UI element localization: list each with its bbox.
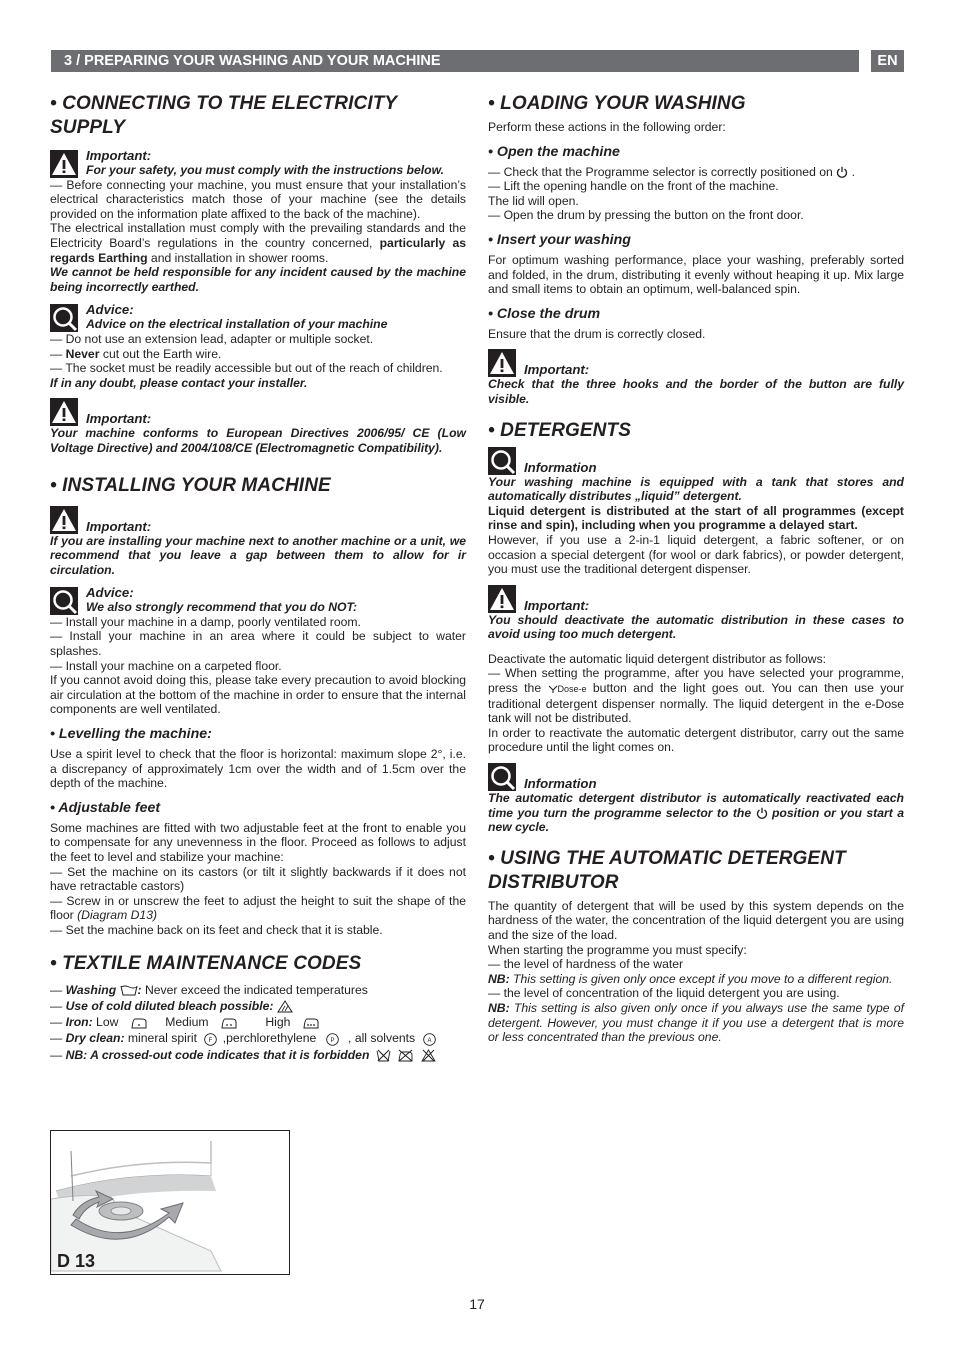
nb-label: NB: <box>488 1000 510 1015</box>
list-item: — Set the machine on its castors (or tilt it slightly backwards if it does not have retractable castors) <box>50 864 466 894</box>
paragraph: — Before connecting your machine, you must ensure that your installation’s electrical characteristics match those of your machine (see the details provided on the information plate affixed to the back of the machine). <box>50 177 466 221</box>
installing-heading: • INSTALLING YOUR MACHINE <box>50 474 331 496</box>
paragraph: Perform these actions in the following order: <box>488 120 726 134</box>
iron-label: Iron: <box>65 1015 93 1030</box>
feet-heading: • Adjustable feet <box>50 799 161 816</box>
svg-text:P: P <box>330 1037 335 1044</box>
list-item: — the level of concentration of the liquid detergent you are using. <box>488 986 840 1001</box>
dash: — <box>50 1047 66 1062</box>
important-title: Important: <box>86 518 152 534</box>
paragraph <box>50 221 466 265</box>
magnifier-icon <box>488 763 516 791</box>
dry-all: , all solvents <box>348 1031 416 1046</box>
text: This setting is given only once except if you move to a different region. <box>509 971 893 986</box>
paragraph: If you cannot avoid doing this, please take every precaution to avoid blocking air circulation at the bottom of the machine in order to ensure that the internal components are well ventilated. <box>50 673 466 717</box>
important-box <box>50 506 466 578</box>
crossed-washtub-icon <box>376 1049 391 1062</box>
bold-text: Never <box>65 346 100 361</box>
important-title: Important: <box>86 411 152 427</box>
list-item: — Install your machine on a carpeted floor. <box>50 658 282 673</box>
power-icon <box>756 807 768 819</box>
text: cut out the Earth wire. <box>99 346 222 361</box>
page-number: 17 <box>469 1296 485 1312</box>
svg-text:F: F <box>209 1037 213 1044</box>
iron-high-icon <box>302 1017 320 1029</box>
textile-row-washing: — Washing : Never exceed the indicated temperatures <box>50 982 368 997</box>
iron-low: Low <box>92 1015 119 1030</box>
information-title: Information <box>524 459 597 475</box>
textile-row-dryclean <box>50 1030 466 1046</box>
advice-box <box>50 302 466 390</box>
washing-text: Never exceed the indicated temperatures <box>141 982 368 997</box>
bleach-label: Use of cold diluted bleach possible: <box>65 998 274 1013</box>
dryclean-p-icon <box>326 1033 339 1046</box>
textile-row-bleach <box>50 998 466 1014</box>
iron-medium-icon <box>220 1017 238 1029</box>
important-box <box>488 349 904 406</box>
paragraph: Check that the three hooks and the border of the button are fully visible. <box>488 377 904 406</box>
dash: — <box>50 982 66 997</box>
advice-title: Advice: <box>86 302 134 318</box>
advice-box <box>50 585 466 717</box>
text: The automatic detergent distributor is automatically reactivated each time you turn the programme selector to the <box>488 791 904 820</box>
warning-icon <box>488 349 516 377</box>
nb-note <box>488 972 904 987</box>
bold-text: particularly as regards Earthing <box>50 235 466 265</box>
text: — When setting the programme, after you have selected your programme, press the <box>488 666 904 696</box>
information-box <box>488 763 904 835</box>
power-icon <box>836 166 848 178</box>
right-column <box>488 92 904 1045</box>
paragraph: Some machines are fitted with two adjustable feet at the front to enable you to compensate for any unevenness in the floor. Proceed as follows to adjust the feet to level and stabilize your machine: <box>50 820 466 864</box>
list-item: The lid will open. <box>488 193 579 208</box>
paragraph: For optimum washing performance, place your washing, preferably sorted and folded, in the drum, distributing it evenly without heaping it up. Mix large and small items to obtain an optimum, well-balanced spin. <box>488 252 904 297</box>
crossed-bleach-icon <box>421 1049 436 1062</box>
list-item: — Set the machine back on its feet and check that it is stable. <box>50 922 383 937</box>
paragraph: However, if you use a 2-in-1 liquid detergent, a fabric softener, or on occasion a special detergent (for wool or dark fabrics), or powder detergent, you must use the traditional detergent dispenser. <box>488 532 904 577</box>
dryclean-f-icon <box>204 1033 217 1046</box>
textile-row-iron <box>50 1014 466 1030</box>
paragraph: In order to reactivate the automatic detergent distributor, carry out the same procedure until the light comes on. <box>488 725 904 755</box>
paragraph: Ensure that the drum is correctly closed. <box>488 326 706 341</box>
warning-icon <box>488 585 516 613</box>
important-first-line: For your safety, you must comply with the instructions below. <box>86 163 444 177</box>
important-box <box>50 148 466 294</box>
advice-first-line: We also strongly recommend that you do NOT: <box>86 600 358 615</box>
textile-heading: • TEXTILE MAINTENANCE CODES <box>50 952 362 974</box>
warning-icon <box>50 150 78 178</box>
paragraph <box>488 666 904 725</box>
information-box <box>488 447 904 577</box>
forbidden-note: NB: A crossed-out code indicates that it is forbidden <box>65 1047 370 1062</box>
automatic-distributor-heading: • USING THE AUTOMATIC DETERGENT DISTRIBUTOR <box>488 847 846 893</box>
nb-label: NB: <box>488 971 510 986</box>
paragraph: Liquid detergent is distributed at the start of all programmes (except rinse and spin), including when you programme a delayed start. <box>488 503 904 533</box>
text: — Check that the Programme selector is correctly positioned on <box>488 164 833 179</box>
paragraph: Deactivate the automatic liquid detergent distributor as follows: <box>488 651 827 666</box>
insert-washing-heading: • Insert your washing <box>488 231 631 248</box>
dry-clean-label: Dry clean: <box>65 1031 125 1046</box>
list-item: — Install your machine in an area where it could be subject to water splashes. <box>50 629 466 659</box>
list-item: — the level of hardness of the water <box>488 957 684 972</box>
paragraph: If in any doubt, please contact your installer. <box>50 375 308 390</box>
levelling-heading: • Levelling the machine: <box>50 726 212 743</box>
washtub-icon <box>120 984 138 996</box>
electricity-heading: • CONNECTING TO THE ELECTRICITY SUPPLY <box>50 93 397 138</box>
list-item <box>50 894 466 923</box>
magnifier-icon <box>50 587 78 615</box>
advice-first-line: Advice on the electrical installation of your machine <box>86 317 388 332</box>
list-item: — Open the drum by pressing the button on the front door. <box>488 208 804 223</box>
magnifier-icon <box>50 304 78 332</box>
section-header-bar <box>51 50 859 72</box>
diagram-d13 <box>50 1130 290 1275</box>
important-title: Important: <box>86 148 152 163</box>
figure-label: D 13 <box>57 1251 96 1271</box>
language-tab: EN <box>871 50 904 72</box>
list-item: — The socket must be readily accessible but out of the reach of children. <box>50 361 443 376</box>
textile-row-nb <box>50 1047 466 1063</box>
open-machine-heading: • Open the machine <box>488 143 620 160</box>
dash: — <box>50 1015 66 1030</box>
dry-mineral: mineral spirit <box>124 1031 197 1046</box>
list-item: — Do not use an extension lead, adapter or multiple socket. <box>50 331 374 346</box>
warning-icon <box>50 398 78 426</box>
nb-note <box>488 1001 904 1045</box>
paragraph: We cannot be held responsible for any incident caused by the machine being incorrectly earthed. <box>50 265 466 294</box>
dash: — <box>50 1031 66 1046</box>
list-item: — Install your machine in a damp, poorly ventilated room. <box>50 614 361 629</box>
text: position or you start a new cycle. <box>488 805 904 835</box>
warning-icon <box>50 506 78 534</box>
iron-low-icon <box>130 1017 148 1029</box>
text: — <box>50 346 66 361</box>
dryclean-a-icon <box>423 1033 436 1046</box>
section-title: 3 / PREPARING YOUR WASHING AND YOUR MACHINE <box>64 53 441 69</box>
iron-medium: Medium <box>165 1015 209 1030</box>
text: — Screw in or unscrew the feet to adjust the height to suit the shape of the floor <box>50 893 466 923</box>
important-box <box>488 585 904 642</box>
text: This setting is also given only once if you always use the same type of detergent. However, you must change it if you use a detergent that is more or less concentrated than the previous one. <box>488 1000 904 1045</box>
dry-perchlor: ,perchlorethylene <box>222 1031 317 1046</box>
paragraph: When starting the programme you must specify: <box>488 942 747 957</box>
important-title: Important: <box>524 597 590 613</box>
paragraph: Your washing machine is equipped with a tank that stores and automatically distributes „liquid” detergent. <box>488 474 904 504</box>
bleach-triangle-icon <box>277 1000 293 1013</box>
dose-e-icon <box>548 684 558 694</box>
paragraph: Your machine conforms to European Directives 2006/95/ CE (Low Voltage Directive) and 2004/108/CE (Electromagnetic Compatibility). <box>50 426 466 455</box>
loading-heading: • LOADING YOUR WASHING <box>488 93 746 114</box>
important-title: Important: <box>524 362 590 378</box>
list-item: — Check that the Programme selector is correctly positioned on . <box>488 164 855 179</box>
detergents-heading: • DETERGENTS <box>488 419 631 441</box>
svg-text:A: A <box>426 1037 432 1044</box>
text: button and the light goes out. You can then use your traditional detergent dispenser normally. The liquid detergent in the e-Dose tank will not be distributed. <box>488 681 904 726</box>
text: The electrical installation must comply with the prevailing standards and the Electricity Board’s regulations in the country concerned, <box>50 221 466 250</box>
text: and installation in shower rooms. <box>147 250 329 265</box>
left-column <box>50 92 466 1063</box>
information-title: Information <box>524 776 597 792</box>
list-item <box>50 347 466 362</box>
dose-e-button-label: Dose-e <box>557 684 587 695</box>
paragraph: If you are installing your machine next to another machine or a unit, we recommend that you leave a gap between them to allow for ir circulation. <box>50 533 466 577</box>
list-item: — Lift the opening handle on the front of the machine. <box>488 179 779 194</box>
paragraph: The quantity of detergent that will be used by this system depends on the hardness of the water, the concentration of the liquid detergent you are using and the size of the load. <box>488 898 904 942</box>
paragraph: Use a spirit level to check that the floor is horizontal: maximum slope 2°, i.e. a discrepancy of approximately 1cm over the width and of 1.5cm over the depth of the machine. <box>50 747 466 791</box>
advice-title: Advice: <box>86 585 134 601</box>
close-drum-heading: • Close the drum <box>488 305 601 322</box>
paragraph <box>488 791 904 835</box>
crossed-iron-icon <box>397 1049 414 1062</box>
dash: — <box>50 998 66 1013</box>
important-box <box>50 398 466 455</box>
diagram-reference: (Diagram D13) <box>77 908 158 923</box>
paragraph: You should deactivate the automatic distribution in these cases to avoid using too much detergent. <box>488 612 904 642</box>
magnifier-icon <box>488 447 516 475</box>
washing-label: Washing <box>65 982 117 997</box>
iron-high: High <box>265 1015 291 1030</box>
